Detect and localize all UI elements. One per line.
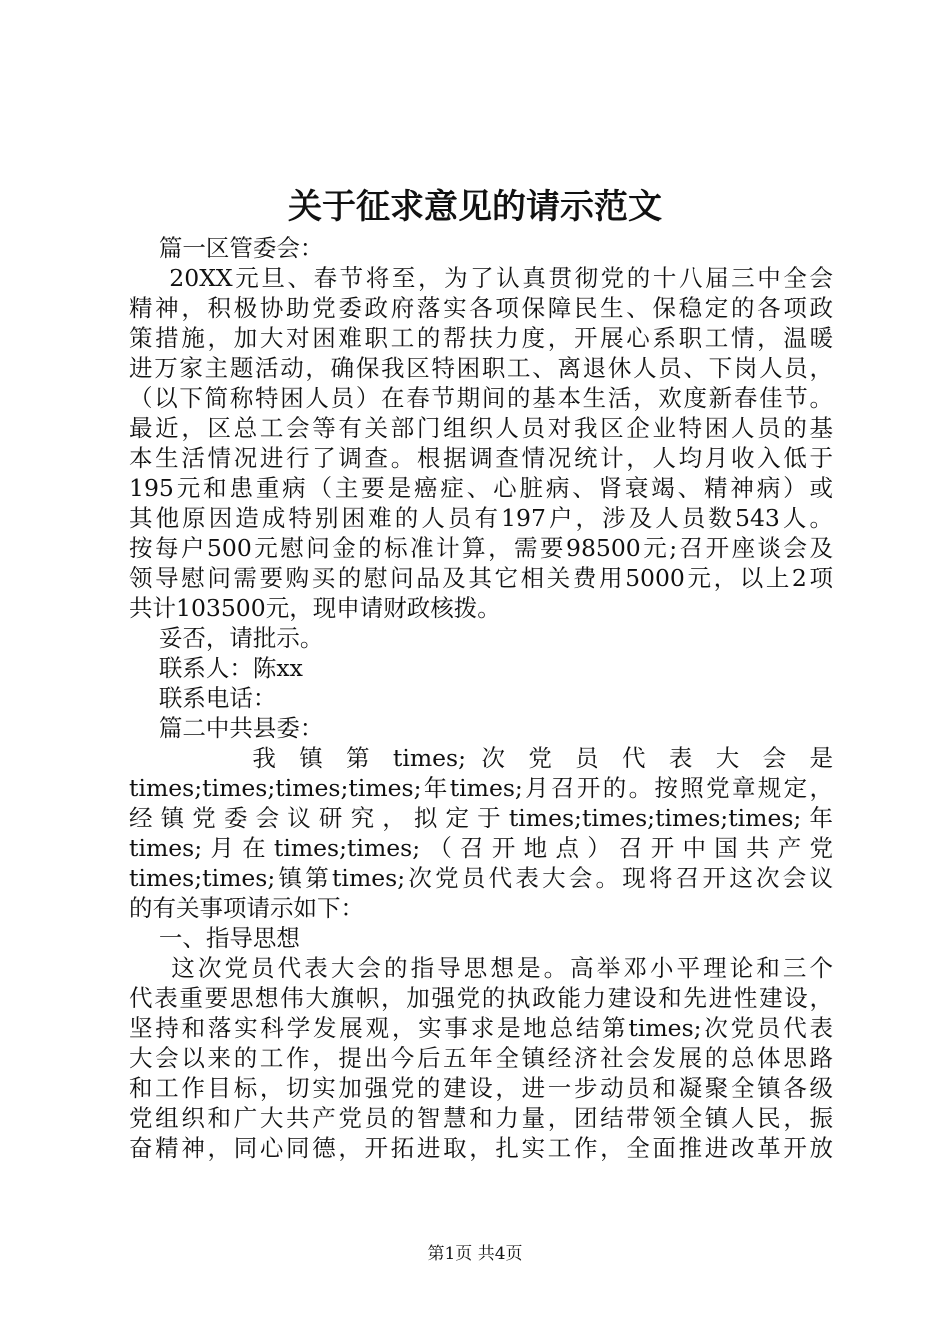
text-line: 妥否，请批示。 bbox=[129, 624, 324, 652]
text-line: 一、指导思想 bbox=[129, 924, 300, 952]
text-line: 其他原因造成特别困难的人员有197户，涉及人员数543人。 bbox=[129, 504, 833, 532]
text-line: times;月在times;times;（召开地点）召开中国共产党 bbox=[129, 834, 833, 862]
text-line: 经镇党委会议研究，拟定于times;times;times;times;年 bbox=[129, 804, 833, 832]
text-line: 篇一区管委会： bbox=[129, 234, 324, 262]
text-line: 和工作目标，切实加强党的建设，进一步动员和凝聚全镇各级 bbox=[129, 1074, 833, 1102]
text-line: 大会以来的工作，提出今后五年全镇经济社会发展的总体思路 bbox=[129, 1044, 833, 1072]
text-line: 20XX元旦、春节将至，为了认真贯彻党的十八届三中全会 bbox=[129, 264, 833, 292]
text-line: 最近，区总工会等有关部门组织人员对我区企业特困人员的基 bbox=[129, 414, 833, 442]
text-line: 坚持和落实科学发展观，实事求是地总结第times;次党员代表 bbox=[129, 1014, 833, 1042]
text-line: 联系人：陈xx bbox=[129, 654, 303, 682]
text-line: times;times;镇第times;次党员代表大会。现将召开这次会议 bbox=[129, 864, 833, 892]
text-line: times;times;times;times;年times;月召开的。按照党章规定， bbox=[129, 774, 833, 802]
text-line: 195元和患重病（主要是癌症、心脏病、肾衰竭、精神病）或 bbox=[129, 474, 833, 502]
text-line: 我 镇 第 times; 次 党 员 代 表 大 会 是 bbox=[129, 744, 833, 772]
text-line: 奋精神，同心同德，开拓进取，扎实工作，全面推进改革开放 bbox=[129, 1134, 833, 1162]
document-title: 关于征求意见的请示范文 bbox=[288, 187, 662, 227]
text-line: 精神，积极协助党委政府落实各项保障民生、保稳定的各项政 bbox=[129, 294, 833, 322]
text-line: 篇二中共县委： bbox=[129, 714, 324, 742]
text-line: （以下简称特困人员）在春节期间的基本生活，欢度新春佳节。 bbox=[129, 384, 833, 412]
text-line: 这次党员代表大会的指导思想是。高举邓小平理论和三个 bbox=[129, 954, 834, 982]
text-line: 领导慰问需要购买的慰问品及其它相关费用5000元，以上2项 bbox=[129, 564, 833, 592]
text-line: 策措施，加大对困难职工的帮扶力度，开展心系职工情，温暖 bbox=[129, 324, 833, 352]
text-line: 的有关事项请示如下： bbox=[129, 894, 364, 922]
text-line: 共计103500元，现申请财政核拨。 bbox=[129, 594, 501, 622]
text-line: 代表重要思想伟大旗帜，加强党的执政能力建设和先进性建设， bbox=[129, 984, 833, 1012]
text-line: 进万家主题活动，确保我区特困职工、离退休人员、下岗人员， bbox=[129, 354, 833, 382]
text-line: 本生活情况进行了调查。根据调查情况统计，人均月收入低于 bbox=[129, 444, 833, 472]
page-footer: 第1页 共4页 bbox=[427, 1244, 523, 1264]
text-line: 联系电话： bbox=[129, 684, 277, 712]
text-line: 党组织和广大共产党员的智慧和力量，团结带领全镇人民，振 bbox=[129, 1104, 833, 1132]
document-body bbox=[129, 233, 833, 1163]
text-line: 按每户500元慰问金的标准计算，需要98500元;召开座谈会及 bbox=[129, 534, 833, 562]
